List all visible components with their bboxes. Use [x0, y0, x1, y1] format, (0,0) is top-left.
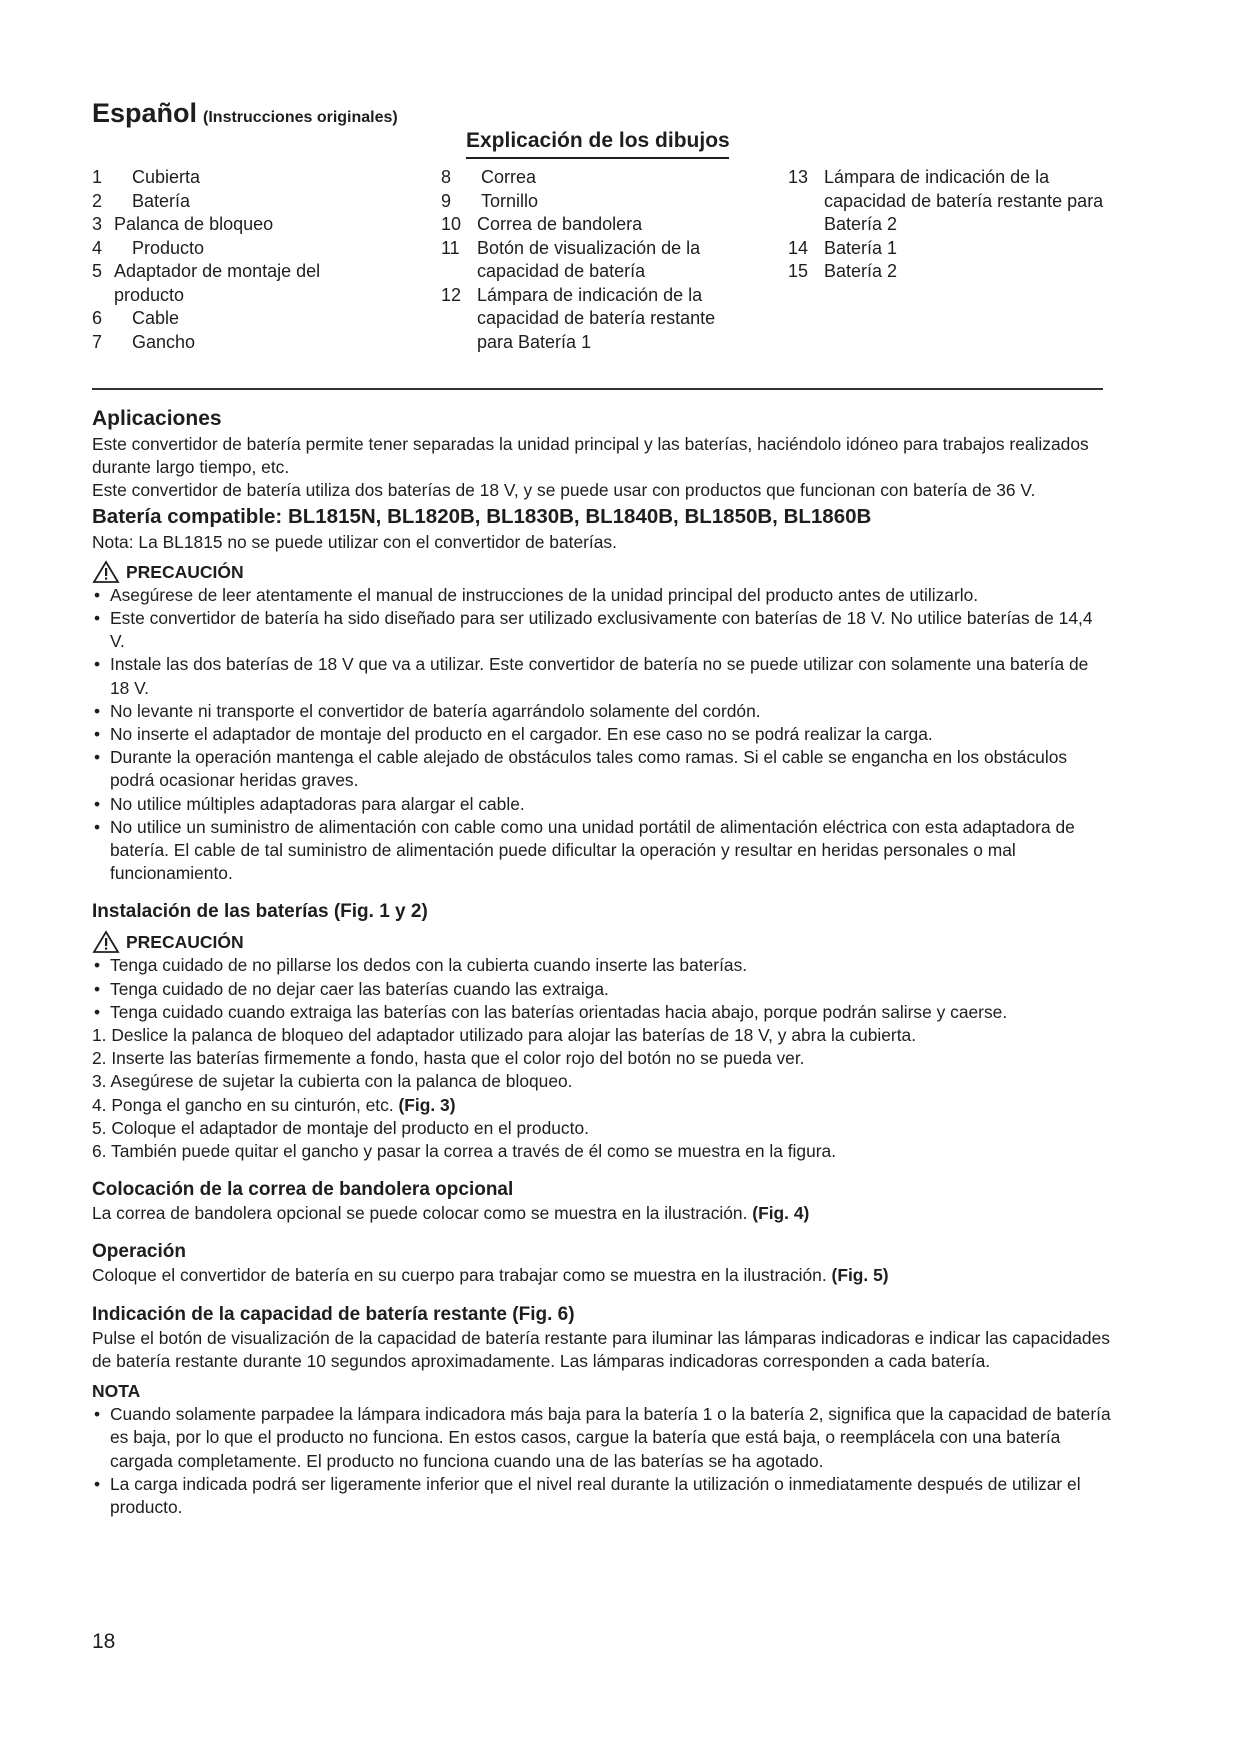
operation-text: Coloque el convertidor de batería en su cuerpo para trabajar como se muestra en la ilustración.	[92, 1265, 827, 1286]
applications-paragraph-1: Este convertidor de batería permite tener separadas la unidad principal y las baterías, haciéndolo idóneo para trabajos realizados durante largo tiempo, etc.	[92, 434, 1089, 478]
step-text: 5. Coloque el adaptador de montaje del producto en el producto.	[92, 1117, 589, 1138]
step-text: 3. Asegúrese de sujetar la cubierta con la palanca de bloqueo.	[92, 1071, 573, 1092]
note-item: • La carga indicada podrá ser ligeramente inferior que el nivel real durante la utilización o inmediatamente después de utilizar el producto.	[92, 1473, 1112, 1519]
installation-step	[92, 1024, 1112, 1047]
section-divider	[92, 388, 1103, 390]
language-subtitle: (Instrucciones originales)	[203, 109, 398, 126]
legend-text: Producto	[132, 237, 205, 258]
legend-number: 4	[92, 237, 103, 258]
legend-text: Batería	[132, 190, 191, 211]
explanation-title: Explicación de los dibujos	[466, 129, 730, 152]
legend-number: 1	[92, 167, 103, 187]
strap-text: La correa de bandolera opcional se puede colocar como se muestra en la ilustración.	[92, 1203, 748, 1224]
indication-paragraph: Pulse el botón de visualización de la capacidad de batería restante para iluminar las lámparas indicadoras e indicar las capacidades de batería restante durante 10 segundos aproximadamente. Las lámparas indicadoras corresponden a cada batería.	[92, 1327, 1110, 1371]
legend-text: Batería 2	[824, 261, 898, 281]
language-heading	[92, 98, 398, 129]
installation-step	[92, 1047, 1112, 1070]
caution-heading	[92, 560, 1112, 584]
page-number: 18	[92, 1630, 116, 1653]
legend-number: 10	[441, 214, 462, 234]
legend-item	[92, 213, 422, 237]
installation-heading: Instalación de las baterías (Fig. 1 y 2)	[92, 901, 428, 923]
caution-item: • Tenga cuidado de no dejar caer las baterías cuando las extraiga.	[92, 978, 1112, 1001]
note-label: NOTA	[92, 1381, 141, 1402]
installation-caution-list	[92, 954, 1112, 1024]
caution-item: • Asegúrese de leer atentamente el manual de instrucciones de la unidad principal del producto antes de utilizarlo.	[92, 584, 1112, 607]
legend-item	[92, 237, 422, 261]
explanation-underline	[466, 157, 729, 159]
note-item: • Cuando solamente parpadee la lámpara indicadora más baja para la batería 1 o la batería 2, significa que la capacidad de batería es baja, por lo que el producto no funciona. En estos casos, cargue la batería que está baja, o reemplácela con una batería cargada completamente. El producto no funciona cuando una de las baterías se ha agotado.	[92, 1403, 1112, 1473]
legend-text: Correa de bandolera	[477, 214, 643, 234]
legend-text: Adaptador de montaje del producto	[114, 261, 321, 305]
legend-item	[441, 190, 771, 214]
installation-step	[92, 1094, 1112, 1117]
legend-column-2	[441, 166, 771, 354]
legend-column-1	[92, 166, 422, 354]
legend-text: Tornillo	[481, 190, 539, 211]
legend-item	[441, 284, 771, 355]
legend-text: Cable	[132, 308, 180, 328]
caution-heading	[92, 930, 1112, 954]
legend-number: 6	[92, 308, 103, 328]
manual-body	[92, 405, 1112, 1519]
step-text: 4. Ponga el gancho en su cinturón, etc.	[92, 1094, 394, 1115]
legend-number: 15	[788, 261, 809, 281]
legend-item	[441, 166, 771, 190]
legend-text: Botón de visualización de la capacidad de batería	[477, 237, 701, 281]
legend-text: Cubierta	[132, 167, 201, 187]
caution-item: • No levante ni transporte el convertidor de batería agarrándolo solamente del cordón.	[92, 700, 1112, 723]
legend-number: 8	[441, 167, 452, 187]
legend-number: 2	[92, 190, 103, 211]
legend-item	[92, 260, 422, 307]
legend-item	[441, 237, 771, 284]
caution-item: • No utilice un suministro de alimentación con cable como una unidad portátil de alimentación eléctrica con esta adaptadora de batería. El cable de tal suministro de alimentación puede dificultar la operación y resultar en heridas personales o mal funcionamiento.	[92, 816, 1112, 886]
installation-step	[92, 1117, 1112, 1140]
step-text: 1. Deslice la palanca de bloqueo del adaptador utilizado para alojar las baterías de 18 V, y abra la cubierta.	[92, 1025, 917, 1046]
compatibility-note: Nota: La BL1815 no se puede utilizar con el convertidor de baterías.	[92, 531, 617, 552]
note-list	[92, 1403, 1112, 1519]
legend-column-3	[788, 166, 1118, 284]
legend-text: Lámpara de indicación de la capacidad de batería restante para Batería 1	[477, 284, 716, 352]
operation-heading: Operación	[92, 1241, 186, 1263]
legend-text: Lámpara de indicación de la capacidad de batería restante para Batería 2	[824, 167, 1104, 234]
legend-item	[92, 307, 422, 331]
legend-item	[788, 260, 1118, 284]
caution-item: • Este convertidor de batería ha sido diseñado para ser utilizado exclusivamente con baterías de 18 V. No utilice baterías de 14,4 V.	[92, 607, 1112, 653]
caution-label: PRECAUCIÓN	[126, 561, 244, 582]
legend-item	[92, 166, 422, 190]
legend-item	[92, 190, 422, 214]
legend-text: Batería 1	[824, 237, 898, 258]
legend-number: 14	[788, 237, 809, 258]
caution-item: • Tenga cuidado cuando extraiga las baterías con las baterías orientadas hacia abajo, porque podrán salirse y caerse.	[92, 1001, 1112, 1024]
caution-item: • Tenga cuidado de no pillarse los dedos con la cubierta cuando inserte las baterías.	[92, 954, 1112, 977]
caution-item: • Durante la operación mantenga el cable alejado de obstáculos tales como ramas. Si el cable se engancha en los obstáculos podrá ocasionar heridas graves.	[92, 746, 1112, 792]
applications-paragraph-2: Este convertidor de batería utiliza dos baterías de 18 V, y se puede usar con productos que funcionan con batería de 36 V.	[92, 480, 1036, 501]
figure-reference: (Fig. 5)	[831, 1265, 889, 1286]
step-text: 6. También puede quitar el gancho y pasar la correa a través de él como se muestra en la figura.	[92, 1141, 837, 1162]
caution-item: • No utilice múltiples adaptadoras para alargar el cable.	[92, 793, 1112, 816]
legend-text: Gancho	[132, 331, 196, 352]
caution-label: PRECAUCIÓN	[126, 932, 244, 953]
caution-item: • No inserte el adaptador de montaje del producto en el cargador. En ese caso no se podrá realizar la carga.	[92, 723, 1112, 746]
caution-item: • Instale las dos baterías de 18 V que va a utilizar. Este convertidor de batería no se puede utilizar con solamente una batería de 18 V.	[92, 653, 1112, 699]
figure-reference: (Fig. 3)	[398, 1094, 456, 1115]
applications-heading: Aplicaciones	[92, 407, 222, 430]
legend-number: 3	[92, 214, 103, 234]
installation-step	[92, 1070, 1112, 1093]
language-title: Español	[92, 98, 198, 128]
strap-heading: Colocación de la correa de bandolera opcional	[92, 1179, 514, 1201]
installation-step	[92, 1140, 1112, 1163]
warning-triangle-icon	[92, 930, 120, 954]
legend-number: 9	[441, 190, 452, 211]
legend-text: Correa	[481, 167, 537, 187]
legend-number: 5	[92, 261, 103, 281]
legend-number: 7	[92, 331, 103, 352]
figure-reference: (Fig. 4)	[752, 1203, 810, 1224]
strap-paragraph	[92, 1202, 1112, 1225]
legend-item	[441, 213, 771, 237]
legend-number: 12	[441, 284, 462, 305]
legend-item	[788, 166, 1118, 237]
installation-steps	[92, 1024, 1112, 1163]
legend-item	[788, 237, 1118, 261]
step-text: 2. Inserte las baterías firmemente a fondo, hasta que el color rojo del botón no se pueda ver.	[92, 1048, 805, 1069]
legend-text: Palanca de bloqueo	[114, 214, 274, 234]
legend-item	[92, 331, 422, 355]
operation-paragraph	[92, 1264, 1112, 1287]
legend-number: 13	[788, 167, 809, 187]
warning-triangle-icon	[92, 560, 120, 584]
indication-heading: Indicación de la capacidad de batería restante (Fig. 6)	[92, 1303, 575, 1325]
caution-list	[92, 584, 1112, 886]
compatible-batteries: Batería compatible: BL1815N, BL1820B, BL1830B, BL1840B, BL1850B, BL1860B	[92, 504, 872, 528]
legend-number: 11	[441, 237, 460, 258]
